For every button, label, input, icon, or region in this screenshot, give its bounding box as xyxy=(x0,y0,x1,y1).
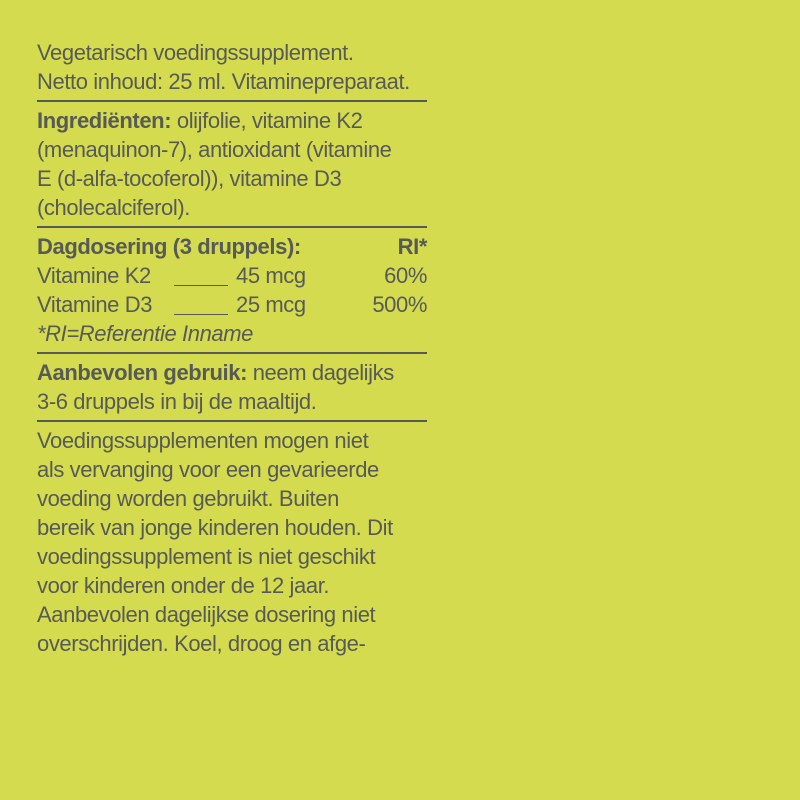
usage-line-2: 3-6 druppels in bij de maaltijd. xyxy=(37,389,317,414)
intro-line-2: Netto inhoud: 25 ml. Vitaminepreparaat. xyxy=(37,69,410,94)
ri-footnote: *RI=Referentie Inname xyxy=(37,321,254,346)
warning-line: Voedingssupplementen mogen niet xyxy=(37,428,369,453)
nutrient-name: Vitamine D3 xyxy=(37,292,153,317)
fill-line xyxy=(174,296,228,315)
ri-heading: RI* xyxy=(397,234,427,259)
intro-line-1: Vegetarisch voedingssupplement. xyxy=(37,40,354,65)
ingredients-line-3: E (d-alfa-tocoferol)), vitamine D3 xyxy=(37,166,342,191)
usage-line-1-text: neem dagelijks xyxy=(247,360,394,385)
divider xyxy=(37,226,427,228)
product-label xyxy=(37,36,427,660)
warning-line: Aanbevolen dagelijkse dosering niet xyxy=(37,602,376,627)
intro-section xyxy=(37,36,427,98)
ingredients-line-1 xyxy=(37,106,427,135)
dosage-row xyxy=(37,261,427,290)
ingredients-section xyxy=(37,104,427,224)
usage-heading: Aanbevolen gebruik: xyxy=(37,360,247,385)
warnings-section xyxy=(37,424,427,660)
divider xyxy=(37,100,427,102)
usage-line-1 xyxy=(37,358,427,387)
dosage-section xyxy=(37,230,427,350)
dosage-row xyxy=(37,290,427,319)
warning-line: overschrijden. Koel, droog en afge- xyxy=(37,631,366,656)
divider xyxy=(37,420,427,422)
warning-line: voeding worden gebruikt. Buiten xyxy=(37,486,339,511)
warning-line: bereik van jonge kinderen houden. Dit xyxy=(37,515,393,540)
warning-line: als vervanging voor een gevarieerde xyxy=(37,457,379,482)
warning-line: voor kinderen onder de 12 jaar. xyxy=(37,573,330,598)
dosage-header xyxy=(37,232,427,261)
nutrient-ri: 500% xyxy=(372,292,427,317)
fill-line xyxy=(174,267,228,286)
warning-line: voedingssupplement is niet geschikt xyxy=(37,544,376,569)
ingredients-heading: Ingrediënten: xyxy=(37,108,172,133)
usage-section xyxy=(37,356,427,418)
dosage-heading: Dagdosering (3 druppels): xyxy=(37,234,301,259)
nutrient-name: Vitamine K2 xyxy=(37,263,151,288)
nutrient-amount: 25 mcg xyxy=(236,292,306,317)
nutrient-ri: 60% xyxy=(384,263,427,288)
ingredients-line-2: (menaquinon-7), antioxidant (vitamine xyxy=(37,137,392,162)
ingredients-line-1-text: olijfolie, vitamine K2 xyxy=(171,108,363,133)
ingredients-line-4: (cholecalciferol). xyxy=(37,195,190,220)
nutrient-amount: 45 mcg xyxy=(236,263,306,288)
divider xyxy=(37,352,427,354)
